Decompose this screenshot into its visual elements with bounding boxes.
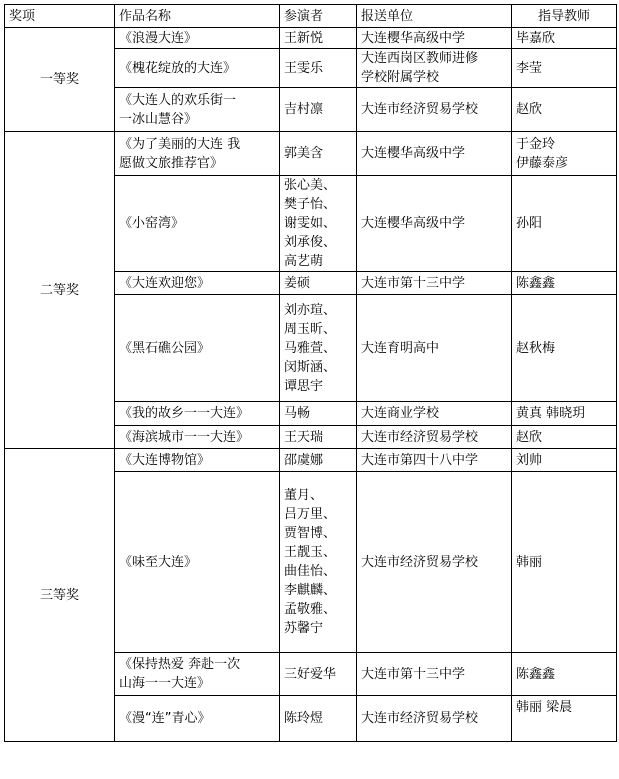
teacher-cell-line: 韩丽 梁晨 [516,700,573,715]
performers-cell-line: 曲佳怡、 [284,564,337,579]
unit-cell-line: 大连西岗区教师进修 [361,51,479,66]
unit-cell [357,653,512,696]
unit-cell [357,472,512,653]
unit-cell-line: 大连樱华高级中学 [361,146,466,161]
performers-cell-line: 王新悦 [284,30,324,46]
performers-cell-line: 马畅 [284,406,311,421]
teacher-cell [512,88,617,132]
header-work: 作品名称 [115,5,280,28]
performers-cell-line: 刘亦瑄、 [284,302,337,318]
unit-cell [357,88,512,132]
work-title-cell-line: 《海滨城市一一大连》 [119,429,250,445]
teacher-cell [512,653,617,696]
table-body [5,28,617,742]
teacher-cell-line: 陈鑫鑫 [516,275,556,291]
performers-cell [280,49,357,88]
teacher-cell [512,696,617,742]
work-title-cell [115,426,280,449]
performers-cell [280,176,357,272]
teacher-cell [512,449,617,472]
teacher-cell [512,295,617,402]
performers-cell [280,272,357,295]
unit-cell-line: 大连市经济贸易学校 [361,711,479,726]
unit-cell [357,132,512,176]
performers-cell-line: 贾智博、 [284,526,337,541]
teacher-cell-line: 毕嘉欣 [516,30,556,46]
unit-cell-line: 大连市经济贸易学校 [361,102,479,117]
header-award: 奖项 [5,5,115,28]
teacher-cell-line: 赵秋梅 [516,340,556,356]
teacher-cell [512,132,617,176]
work-title-cell [115,402,280,426]
awards-table [4,4,617,742]
work-title-cell-line: 《大连博物馆》 [119,452,211,468]
header-teacher: 指导教师 [512,5,617,28]
performers-cell [280,402,357,426]
unit-cell [357,272,512,295]
header-unit: 报送单位 [357,5,512,28]
unit-cell [357,696,512,742]
work-title-cell [115,696,280,742]
performers-cell [280,132,357,176]
teacher-cell-line: 韩丽 [516,554,543,570]
performers-cell-line: 吉村凛 [284,102,324,117]
performers-cell-line: 周玉昕、 [284,321,337,337]
table-row [5,28,617,49]
performers-cell-line: 王雯乐 [284,60,324,76]
teacher-cell [512,272,617,295]
teacher-cell-line: 于金玲 [516,136,556,152]
work-title-cell [115,88,280,132]
work-title-cell-line: 《我的故乡一一大连》 [119,406,250,421]
teacher-cell [512,176,617,272]
performers-cell-line: 三好爱华 [284,666,337,682]
performers-cell-line: 董月、 [284,488,324,503]
performers-cell [280,426,357,449]
table-row [5,449,617,472]
performers-cell [280,295,357,402]
award-cell: 三等奖 [5,449,115,742]
work-title-cell [115,28,280,49]
teacher-cell [512,402,617,426]
unit-cell [357,176,512,272]
work-title-cell [115,49,280,88]
work-title-cell [115,653,280,696]
unit-cell-line: 学校附属学校 [361,70,440,85]
work-title-cell [115,295,280,402]
unit-cell [357,449,512,472]
performers-cell-line: 郭美含 [284,146,324,161]
performers-cell-line: 张心美、 [284,178,337,193]
unit-cell [357,402,512,426]
performers-cell-line: 王天瑞 [284,429,324,445]
unit-cell [357,295,512,402]
teacher-cell-line: 刘帅 [516,452,543,468]
performers-cell-line: 高艺萌 [284,254,324,269]
performers-cell-line: 邵虞娜 [284,452,324,468]
work-title-cell-line: 《大连人的欢乐街一 [119,92,237,108]
teacher-cell [512,426,617,449]
work-title-cell-line: 《漫“连”青心》 [119,711,211,726]
unit-cell-line: 大连市第四十八中学 [361,452,479,468]
unit-cell-line: 大连市经济贸易学校 [361,554,479,570]
header-performers: 参演者 [280,5,357,28]
work-title-cell [115,272,280,295]
work-title-cell-line: 《保持热爱 奔赴一次 [119,657,241,672]
work-title-cell-line: 《味至大连》 [119,554,198,570]
performers-cell [280,449,357,472]
unit-cell [357,426,512,449]
work-title-cell-line: 《槐花绽放的大连》 [119,60,237,76]
teacher-cell [512,49,617,88]
teacher-cell-line: 黄真 韩晓玥 [516,406,586,421]
performers-cell-line: 樊子怡、 [284,197,337,212]
header-row [5,5,617,28]
award-cell: 一等奖 [5,28,115,132]
award-cell: 二等奖 [5,132,115,449]
unit-cell-line: 大连市第十三中学 [361,666,466,682]
unit-cell [357,49,512,88]
performers-cell-line: 苏馨宁 [284,621,324,636]
performers-cell-line: 姜硕 [284,275,311,291]
performers-cell [280,28,357,49]
teacher-cell-line: 孙阳 [516,216,543,231]
unit-cell-line: 大连市经济贸易学校 [361,429,479,445]
teacher-cell-line: 赵欣 [516,429,543,445]
teacher-cell [512,472,617,653]
performers-cell [280,472,357,653]
performers-cell-line: 闵斯涵、 [284,359,337,375]
unit-cell-line: 大连育明高中 [361,340,440,356]
performers-cell-line: 谢雯如、 [284,216,337,231]
performers-cell-line: 陈玲煜 [284,711,324,726]
work-title-cell-line: 《为了美丽的大连 我 [119,136,241,152]
work-title-cell-line: 《大连欢迎您》 [119,275,211,291]
unit-cell-line: 大连市第十三中学 [361,275,466,291]
unit-cell-line: 大连樱华高级中学 [361,216,466,231]
work-title-cell-line: 一冰山慧谷》 [119,111,198,127]
performers-cell-line: 李麒麟、 [284,583,337,598]
teacher-cell [512,28,617,49]
teacher-cell-line: 李莹 [516,60,543,76]
performers-cell-line: 马雅萱、 [284,340,337,356]
performers-cell [280,696,357,742]
work-title-cell-line: 山海一一大连》 [119,676,211,691]
unit-cell [357,28,512,49]
work-title-cell-line: 愿做文旅推荐官》 [119,155,224,171]
performers-cell [280,653,357,696]
work-title-cell [115,176,280,272]
work-title-cell [115,472,280,653]
work-title-cell-line: 《浪漫大连》 [119,30,198,46]
work-title-cell [115,132,280,176]
teacher-cell-line: 伊藤泰彦 [516,155,569,171]
work-title-cell-line: 《黑石礁公园》 [119,340,211,356]
performers-cell-line: 刘承俊、 [284,235,337,250]
performers-cell-line: 王靓玉、 [284,545,337,560]
work-title-cell [115,449,280,472]
unit-cell-line: 大连樱华高级中学 [361,30,466,46]
performers-cell [280,88,357,132]
performers-cell-line: 谭思宇 [284,378,324,394]
work-title-cell-line: 《小窑湾》 [119,216,185,231]
performers-cell-line: 吕万里、 [284,507,337,522]
teacher-cell-line: 赵欣 [516,102,543,117]
performers-cell-line: 孟敬雅、 [284,602,337,617]
table-row [5,132,617,176]
teacher-cell-line: 陈鑫鑫 [516,666,556,682]
unit-cell-line: 大连商业学校 [361,406,440,421]
